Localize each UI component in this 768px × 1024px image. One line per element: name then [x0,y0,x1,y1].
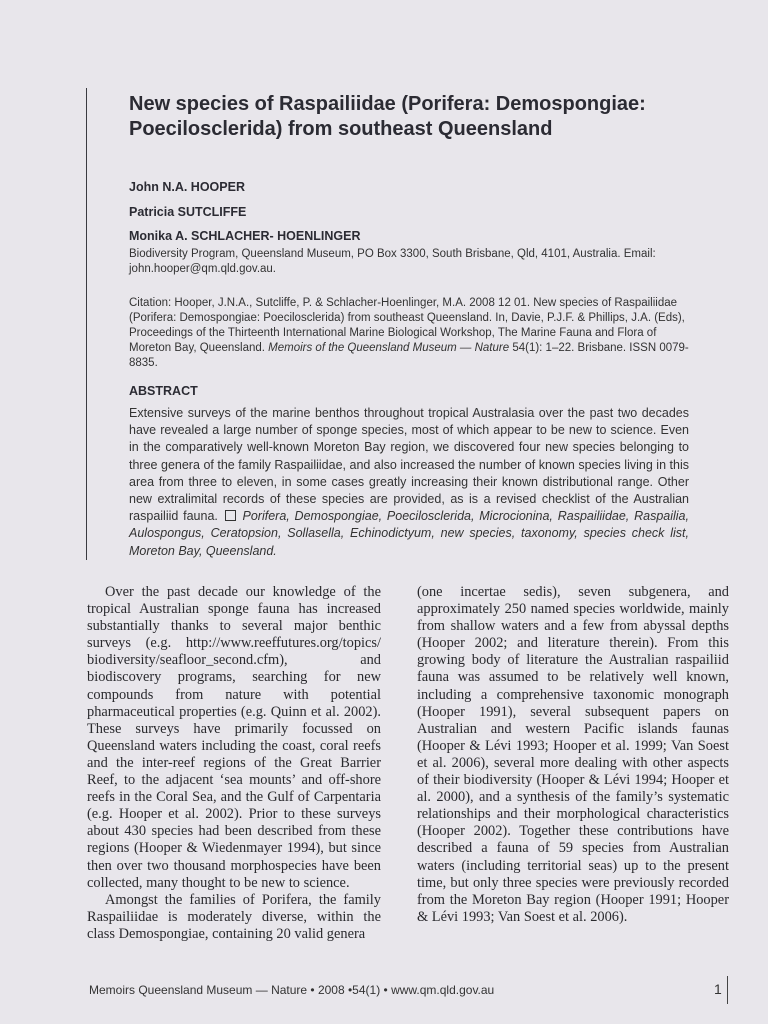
author-1: John N.A. HOOPER [129,180,245,194]
author-3: Monika A. SCHLACHER- HOENLINGER [129,229,361,243]
affiliation: Biodiversity Program, Queensland Museum, PO Box 3300, South Brisbane, Qld, 4101, Australia. Email: john.hooper@qm.qld.gov.au. [129,248,656,275]
citation-journal: Memoirs of the Queensland Museum — Nature [268,342,510,354]
body-column-right [417,584,729,926]
citation [129,296,689,371]
abstract-text: Extensive surveys of the marine benthos throughout tropical Australasia over the past two decades have revealed a large number of sponge species, most of which appear to be new to science. Even in the comparatively well-known Moreton Bay region, we discovered four new species belonging to three genera of the family Raspailiidae, and also increased the number of known species living in this area from three to eleven, in some cases greatly increasing their known distributional range. Other new extralimital records of these species are provided, as is a revised checklist of the Australian raspailiid fauna. [129,406,689,524]
footer-rule [727,976,728,1004]
body-paragraph: Over the past decade our knowledge of the tropical Australian sponge fauna has increased substantially thanks to several major benthic surveys (e.g. http://www.reeffutures.org/topics/ biodiversity/seafloor_second.cfm), and biodiscovery programs, searching for new compounds from nature with potential pharmaceutical properties (e.g. Quinn et al. 2002). These surveys have primarily focussed on Queensland waters including the coast, coral reefs and the inter-reef regions of the Great Barrier Reef, to the adjacent ‘sea mounts’ and off-shore reefs in the Coral Sea, and the Gulf of Carpentaria (e.g. Hooper et al. 2002). Prior to these surveys about 430 species had been described from these regions (Hooper & Wiedenmayer 1994), but since then over two thousand morphospecies have been collected, many thought to be new to science. [87,584,381,891]
citation-text: Citation: Hooper, J.N.A., Sutcliffe, P. & Schlacher-Hoenlinger, M.A. 2008 12 01. New species of Raspailiidae (Porifera: Demospongiae: Poecilosclerida) from southeast Queensland. In, Davie, P.J.F. & Phillips, J.A. (Eds), Proceedings of the Thirteenth International Marine Biological Workshop, The Marine Fauna and Flora of Moreton Bay, Queensland. [129,297,685,354]
page-footer: Memoirs Queensland Museum — Nature • 2008 •54(1) • www.qm.qld.gov.au [89,983,495,997]
abstract [129,405,689,560]
square-bullet-icon [225,510,236,521]
abstract-keywords: Porifera, Demospongiae, Poecilosclerida, Microcionina, Raspailiidae, Raspailia, Aulospongus, Ceratopsion, Sollasella, Echinodictyum, new species, taxonomy, species check list, Moreton Bay, Queensland. [129,509,689,558]
body-paragraph: Amongst the families of Porifera, the family Raspailiidae is moderately diverse, within the class Demospongiae, containing 20 valid genera [87,891,381,942]
page-number: 1 [714,981,722,997]
article-title: New species of Raspailiidae (Porifera: Demospongiae: Poecilosclerida) from southeast Queensland [129,93,646,140]
body-paragraph: (one incertae sedis), seven subgenera, and approximately 250 named species worldwide, mainly from shallow waters and a few from abyssal depths (Hooper 2002; and literature therein). From this growing body of literature the Australian raspailiid fauna was assumed to be relatively well known, including a comprehensive taxonomic monograph (Hooper 1991), several subsequent papers on Australian and western Pacific islands faunas (Hooper & Lévi 1993; Hooper et al. 1999; Van Soest et al. 2006), several more dealing with other aspects of their biodiversity (Hooper & Lévi 1994; Hooper et al. 2000), and a synthesis of the family’s systematic relationships and their morphological characteristics (Hooper 2002). Together these contributions have described a fauna of 59 species from Australian waters (including territorial seas) up to the present time, but only three species were previously recorded from the Moreton Bay region (Hooper 1991; Hooper & Lévi 1993; Van Soest et al. 2006). [417,584,729,925]
article-header [129,92,709,558]
author-2: Patricia SUTCLIFFE [129,205,247,219]
abstract-heading: ABSTRACT [129,384,198,398]
margin-rule [86,88,87,560]
citation-tail: 54(1): 1–22. Brisbane. ISSN 0079-8835. [129,342,689,369]
body-column-left [87,584,381,943]
